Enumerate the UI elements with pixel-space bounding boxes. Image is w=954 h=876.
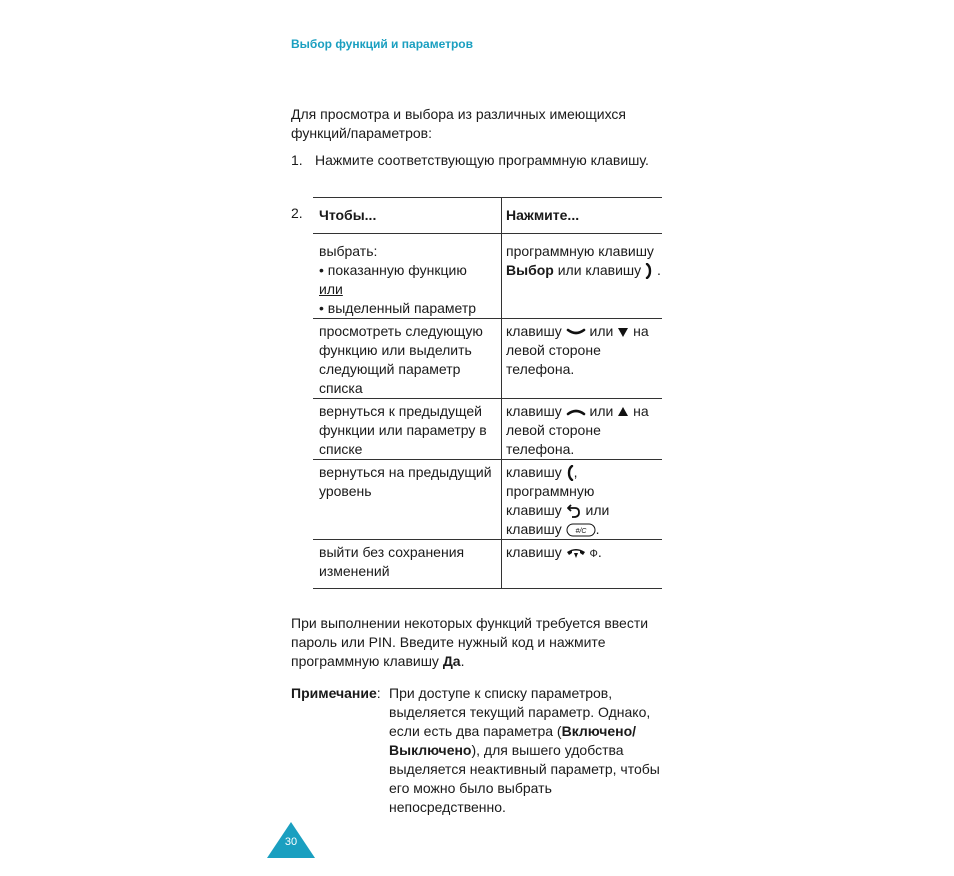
- side-key-left-icon: [566, 465, 574, 481]
- step-1-number: 1.: [291, 152, 303, 168]
- row2-press-mid: или: [589, 323, 614, 339]
- row3-press-pre: клавишу: [506, 403, 562, 419]
- step-2-number: 2.: [291, 205, 303, 221]
- row1-press-pre: программную клавишу: [506, 243, 654, 259]
- row5-press-end: .: [597, 544, 602, 560]
- table-row: [313, 540, 662, 589]
- row5-press-power: Ф: [589, 548, 598, 560]
- row4-press-line3-post: или: [585, 502, 610, 518]
- row5-press-pre: клавишу: [506, 544, 562, 560]
- row4-press-comma: ,: [573, 464, 578, 480]
- after-bold-yes: Да: [442, 653, 461, 669]
- row3-press-mid: или: [589, 403, 614, 419]
- row1-action-or: или: [319, 281, 343, 297]
- after-text: При выполнении некоторых функций требуется ввести пароль или PIN. Введите нужный код и нажмите программную клавишу: [291, 615, 649, 669]
- instructions-table: [313, 197, 662, 589]
- table-row: [313, 319, 662, 399]
- note-label-text: Примечание: [291, 685, 377, 701]
- note-label-colon: :: [376, 685, 381, 701]
- row3-press-post: на левой стороне телефона.: [506, 403, 649, 457]
- row1-action-line1: выбрать:: [319, 243, 378, 259]
- table-header-row: [313, 198, 662, 234]
- end-call-phone-icon: [566, 547, 586, 559]
- row1-press-bold: Выбор: [506, 262, 554, 278]
- row1-action-line3: • выделенный параметр: [319, 300, 477, 316]
- row4-press-line2: программную: [506, 483, 595, 499]
- table-row: [313, 460, 662, 540]
- col1-header: Чтобы...: [313, 198, 502, 234]
- col2-header: Нажмите...: [506, 207, 580, 223]
- side-key-right-icon: [645, 263, 653, 279]
- row3-action: вернуться к предыдущей функции или параметру в списке: [313, 399, 502, 460]
- note-text-post: ), для вышего удобства выделяется неактивный параметр, чтобы его можно было выбрать непосредственно.: [389, 742, 660, 815]
- note-body: [389, 684, 664, 817]
- table-row: [313, 399, 662, 460]
- row2-press-post: на левой стороне телефона.: [506, 323, 649, 377]
- arrow-down-icon: [617, 326, 629, 338]
- back-arrow-icon: [566, 503, 582, 519]
- volume-down-key-icon: [566, 327, 586, 337]
- page-header-title: Выбор функций и параметров: [291, 37, 473, 51]
- row1-press-end: .: [656, 262, 661, 278]
- row4-press-line4-post: .: [595, 521, 600, 537]
- after-end: .: [460, 653, 465, 669]
- row5-action: выйти без сохранения изменений: [313, 540, 502, 589]
- note-text-pre: При доступе к списку параметров, выделяется текущий параметр. Однако, если есть два параметра (: [389, 685, 651, 739]
- intro-paragraph: Для просмотра и выбора из различных имеющихся функций/параметров:: [291, 106, 626, 141]
- row4-press-line3-pre: клавишу: [506, 502, 562, 518]
- row4-press-line4-pre: клавишу: [506, 521, 562, 537]
- step-1-text: Нажмите соответствующую программную клавишу.: [315, 152, 649, 168]
- row2-action: просмотреть следующую функцию или выделить следующий параметр списка: [313, 319, 502, 399]
- volume-up-key-icon: [566, 407, 586, 417]
- page-number: 30: [284, 836, 298, 848]
- row1-action-line2: • показанную функцию: [319, 262, 467, 278]
- after-table-paragraph: [291, 614, 663, 671]
- clear-key-label: #/C: [575, 528, 587, 536]
- arrow-up-icon: [617, 406, 629, 418]
- note-label: [291, 684, 381, 703]
- table-row: [313, 234, 662, 319]
- row4-action: вернуться на предыдущий уровень: [313, 460, 502, 540]
- note-text-bold: Включено/ Выключено: [389, 723, 637, 758]
- row1-press-mid: или клавишу: [557, 262, 642, 278]
- row4-press-pre: клавишу: [506, 464, 562, 480]
- clear-key-icon: [566, 523, 596, 537]
- row2-press-pre: клавишу: [506, 323, 562, 339]
